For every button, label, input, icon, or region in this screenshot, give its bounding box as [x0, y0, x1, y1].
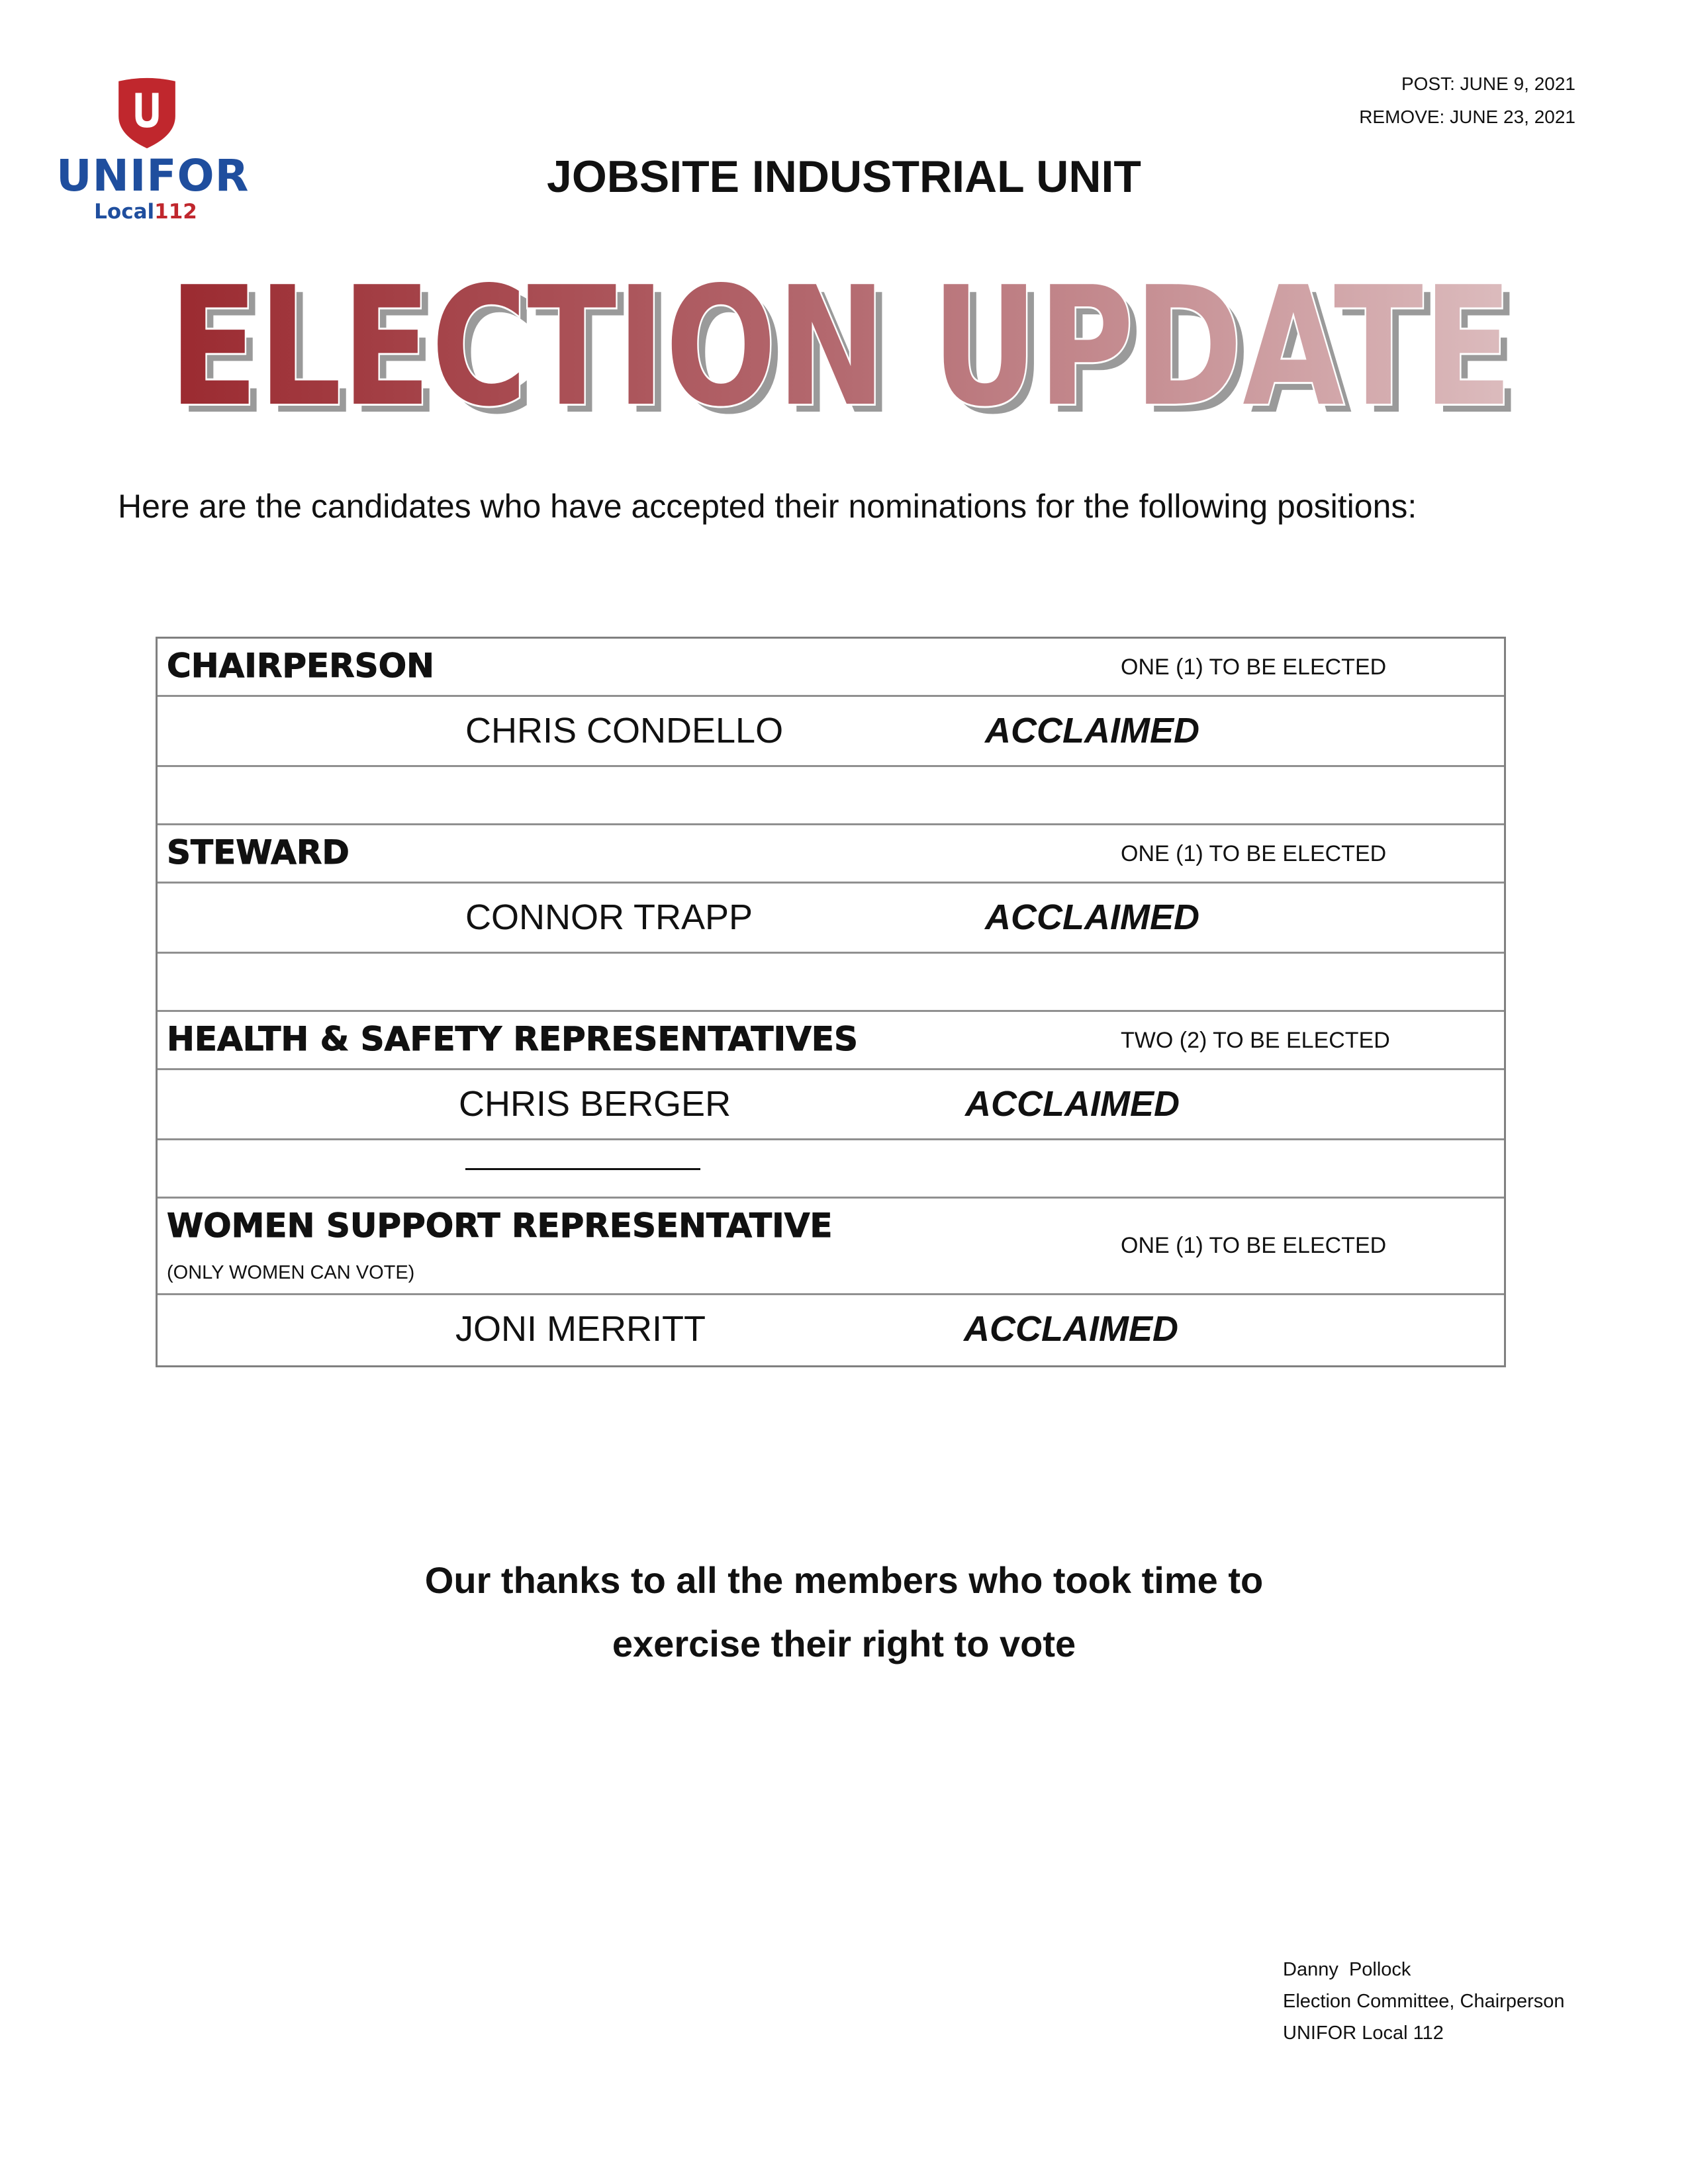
candidate-status: ACCLAIMED [965, 1084, 1180, 1124]
logo-local-number: 112 [154, 200, 197, 224]
banner-shadow: ELECTION UPDATE [177, 260, 1521, 451]
position-row-health-safety [158, 1012, 1504, 1070]
position-note: (ONLY WOMEN CAN VOTE) [167, 1262, 415, 1283]
logo-local-prefix: Local [94, 200, 155, 224]
candidate-row [158, 697, 1504, 767]
blank-candidate-row [158, 1140, 1504, 1199]
unit-title: JOBSITE INDUSTRIAL UNIT [547, 152, 1141, 202]
thanks-line-1: Our thanks to all the members who took time to [424, 1559, 1264, 1601]
candidate-row [158, 1070, 1504, 1140]
election-update-banner [132, 252, 1549, 451]
logo-wordmark: UNIFOR [56, 150, 250, 201]
position-row-steward [158, 825, 1504, 884]
candidate-name: JONI MERRITT [455, 1309, 706, 1349]
signature-org: UNIFOR Local 112 [1283, 2023, 1444, 2044]
spacer-row [158, 954, 1504, 1012]
candidate-row [158, 1295, 1504, 1365]
thanks-line-2: exercise their right to vote [612, 1623, 1076, 1664]
position-count: ONE (1) TO BE ELECTED [1121, 1233, 1387, 1258]
banner-text: ELECTION UPDATE [169, 252, 1513, 443]
position-title: STEWARD [167, 833, 350, 872]
position-title: HEALTH & SAFETY REPRESENTATIVES [167, 1020, 858, 1058]
position-count: ONE (1) TO BE ELECTED [1121, 655, 1387, 680]
position-row-women-support [158, 1199, 1504, 1295]
posting-dates [1359, 68, 1575, 134]
candidate-row [158, 884, 1504, 954]
blank-line [465, 1168, 700, 1170]
signature-block [1283, 1954, 1565, 2049]
candidate-name: CONNOR TRAPP [465, 897, 753, 937]
post-date: POST: JUNE 9, 2021 [1401, 73, 1575, 94]
candidate-status: ACCLAIMED [985, 897, 1199, 937]
position-count: TWO (2) TO BE ELECTED [1121, 1028, 1390, 1053]
signature-role: Election Committee, Chairperson [1283, 1991, 1565, 2012]
thanks-message [0, 1549, 1688, 1676]
candidate-status: ACCLAIMED [985, 711, 1199, 751]
position-title: CHAIRPERSON [167, 647, 435, 685]
shield-icon [115, 76, 179, 150]
intro-text: Here are the candidates who have accepted their nominations for the following positions: [118, 488, 1417, 525]
position-count: ONE (1) TO BE ELECTED [1121, 841, 1387, 866]
position-row-chairperson [158, 639, 1504, 697]
spacer-row [158, 767, 1504, 825]
candidate-status: ACCLAIMED [964, 1309, 1178, 1349]
remove-date: REMOVE: JUNE 23, 2021 [1359, 107, 1575, 127]
candidate-name: CHRIS CONDELLO [465, 711, 784, 751]
logo-local [56, 202, 235, 222]
position-title: WOMEN SUPPORT REPRESENTATIVE [167, 1206, 833, 1245]
nominations-table [156, 637, 1506, 1367]
signature-name: Danny Pollock [1283, 1959, 1411, 1980]
candidate-name: CHRIS BERGER [459, 1084, 731, 1124]
